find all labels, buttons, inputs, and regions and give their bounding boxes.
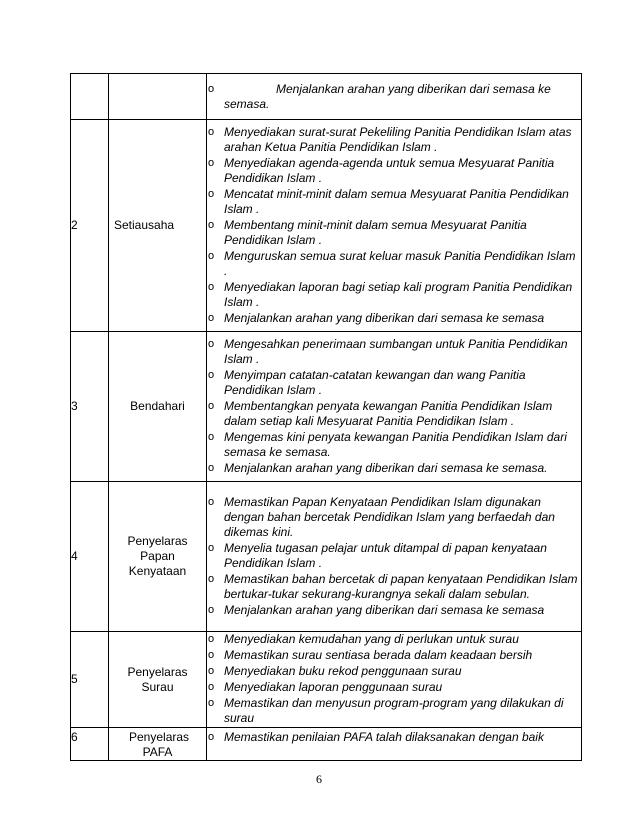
duties-cell	[207, 632, 582, 728]
duties-cell	[207, 728, 582, 761]
table-row	[71, 482, 582, 632]
table-row	[71, 632, 582, 728]
row-number: 5	[71, 632, 109, 728]
duty-item: o Menyediakan laporan bagi setiap kali program Panitia Pendidikan Islam .	[207, 280, 581, 310]
duty-item: o Menjalankan arahan yang diberikan dari semasa ke semasa	[207, 603, 581, 618]
row-number: 2	[71, 120, 109, 332]
duty-item: o Mengesahkan penerimaan sumbangan untuk Panitia Pendidikan Islam .	[207, 337, 581, 367]
duty-item: o Memastikan surau sentiasa berada dalam keadaan bersih	[207, 648, 581, 663]
duty-item: o Menyediakan surat-surat Pekeliling Panitia Pendidikan Islam atas arahan Ketua Panitia Pendidikan Islam .	[207, 125, 581, 155]
duty-item: o Menyimpan catatan-catatan kewangan dan wang Panitia Pendidikan Islam .	[207, 368, 581, 398]
duty-item: o Memastikan dan menyusun program-program yang dilakukan di surau	[207, 696, 581, 726]
row-number	[71, 74, 109, 120]
row-number: 4	[71, 482, 109, 632]
duties-cell	[207, 74, 582, 120]
table-row	[71, 332, 582, 482]
duty-item: o Mencatat minit-minit dalam semua Mesyuarat Panitia Pendidikan Islam .	[207, 187, 581, 217]
duty-item: o Menyediakan kemudahan yang di perlukan untuk surau	[207, 632, 581, 647]
duty-item: o Membentangkan penyata kewangan Panitia Pendidikan Islam dalam setiap kali Mesyuarat Panitia Pendidikan Islam .	[207, 399, 581, 429]
table-row	[71, 120, 582, 332]
role-cell: Penyelaras Papan Kenyataan	[109, 482, 207, 632]
role-cell: Setiausaha	[109, 120, 207, 332]
row-number: 6	[71, 728, 109, 761]
duty-item: o Memastikan Papan Kenyataan Pendidikan Islam digunakan dengan bahan bercetak Pendidikan Islam yang berfaedah dan dikemas kini.	[207, 495, 581, 540]
duties-cell	[207, 332, 582, 482]
duty-item: o Menjalankan arahan yang diberikan dari semasa ke semasa	[207, 311, 581, 326]
duties-table	[70, 73, 582, 761]
table-row	[71, 728, 582, 761]
duty-item: o Menjalankan arahan yang diberikan dari semasa ke semasa.	[208, 81, 551, 111]
role-cell: Penyelaras Surau	[109, 632, 207, 728]
role-cell: Bendahari	[109, 332, 207, 482]
table-row	[71, 74, 582, 120]
row-number: 3	[71, 332, 109, 482]
duty-item: o Memastikan bahan bercetak di papan kenyataan Pendidikan Islam bertukar-tukar sekurang-kurangnya sekali dalam sebulan.	[207, 572, 581, 602]
duty-item: o Menjalankan arahan yang diberikan dari semasa ke semasa.	[207, 461, 581, 476]
duties-cell	[207, 482, 582, 632]
duty-item: o Menyediakan agenda-agenda untuk semua Mesyuarat Panitia Pendidikan Islam .	[207, 156, 581, 186]
duty-item: o Membentang minit-minit dalam semua Mesyuarat Panitia Pendidikan Islam .	[207, 218, 581, 248]
page-number: 6	[316, 772, 322, 786]
duty-item: o Memastikan penilaian PAFA talah dilaksanakan dengan baik	[207, 730, 581, 745]
duties-cell	[207, 120, 582, 332]
bullet-icon: o	[208, 82, 215, 95]
duty-item: o Menyediakan laporan penggunaan surau	[207, 680, 581, 695]
duty-item: o Menyediakan buku rekod penggunaan surau	[207, 664, 581, 679]
role-cell	[109, 74, 207, 120]
duty-item: o Mengemas kini penyata kewangan Panitia Pendidikan Islam dari semasa ke semasa.	[207, 430, 581, 460]
duty-item: o Menyelia tugasan pelajar untuk ditampal di papan kenyataan Pendidikan Islam .	[207, 541, 581, 571]
duty-item: o Menguruskan semua surat keluar masuk Panitia Pendidikan Islam .	[207, 249, 581, 279]
role-cell: Penyelaras PAFA	[109, 728, 207, 761]
